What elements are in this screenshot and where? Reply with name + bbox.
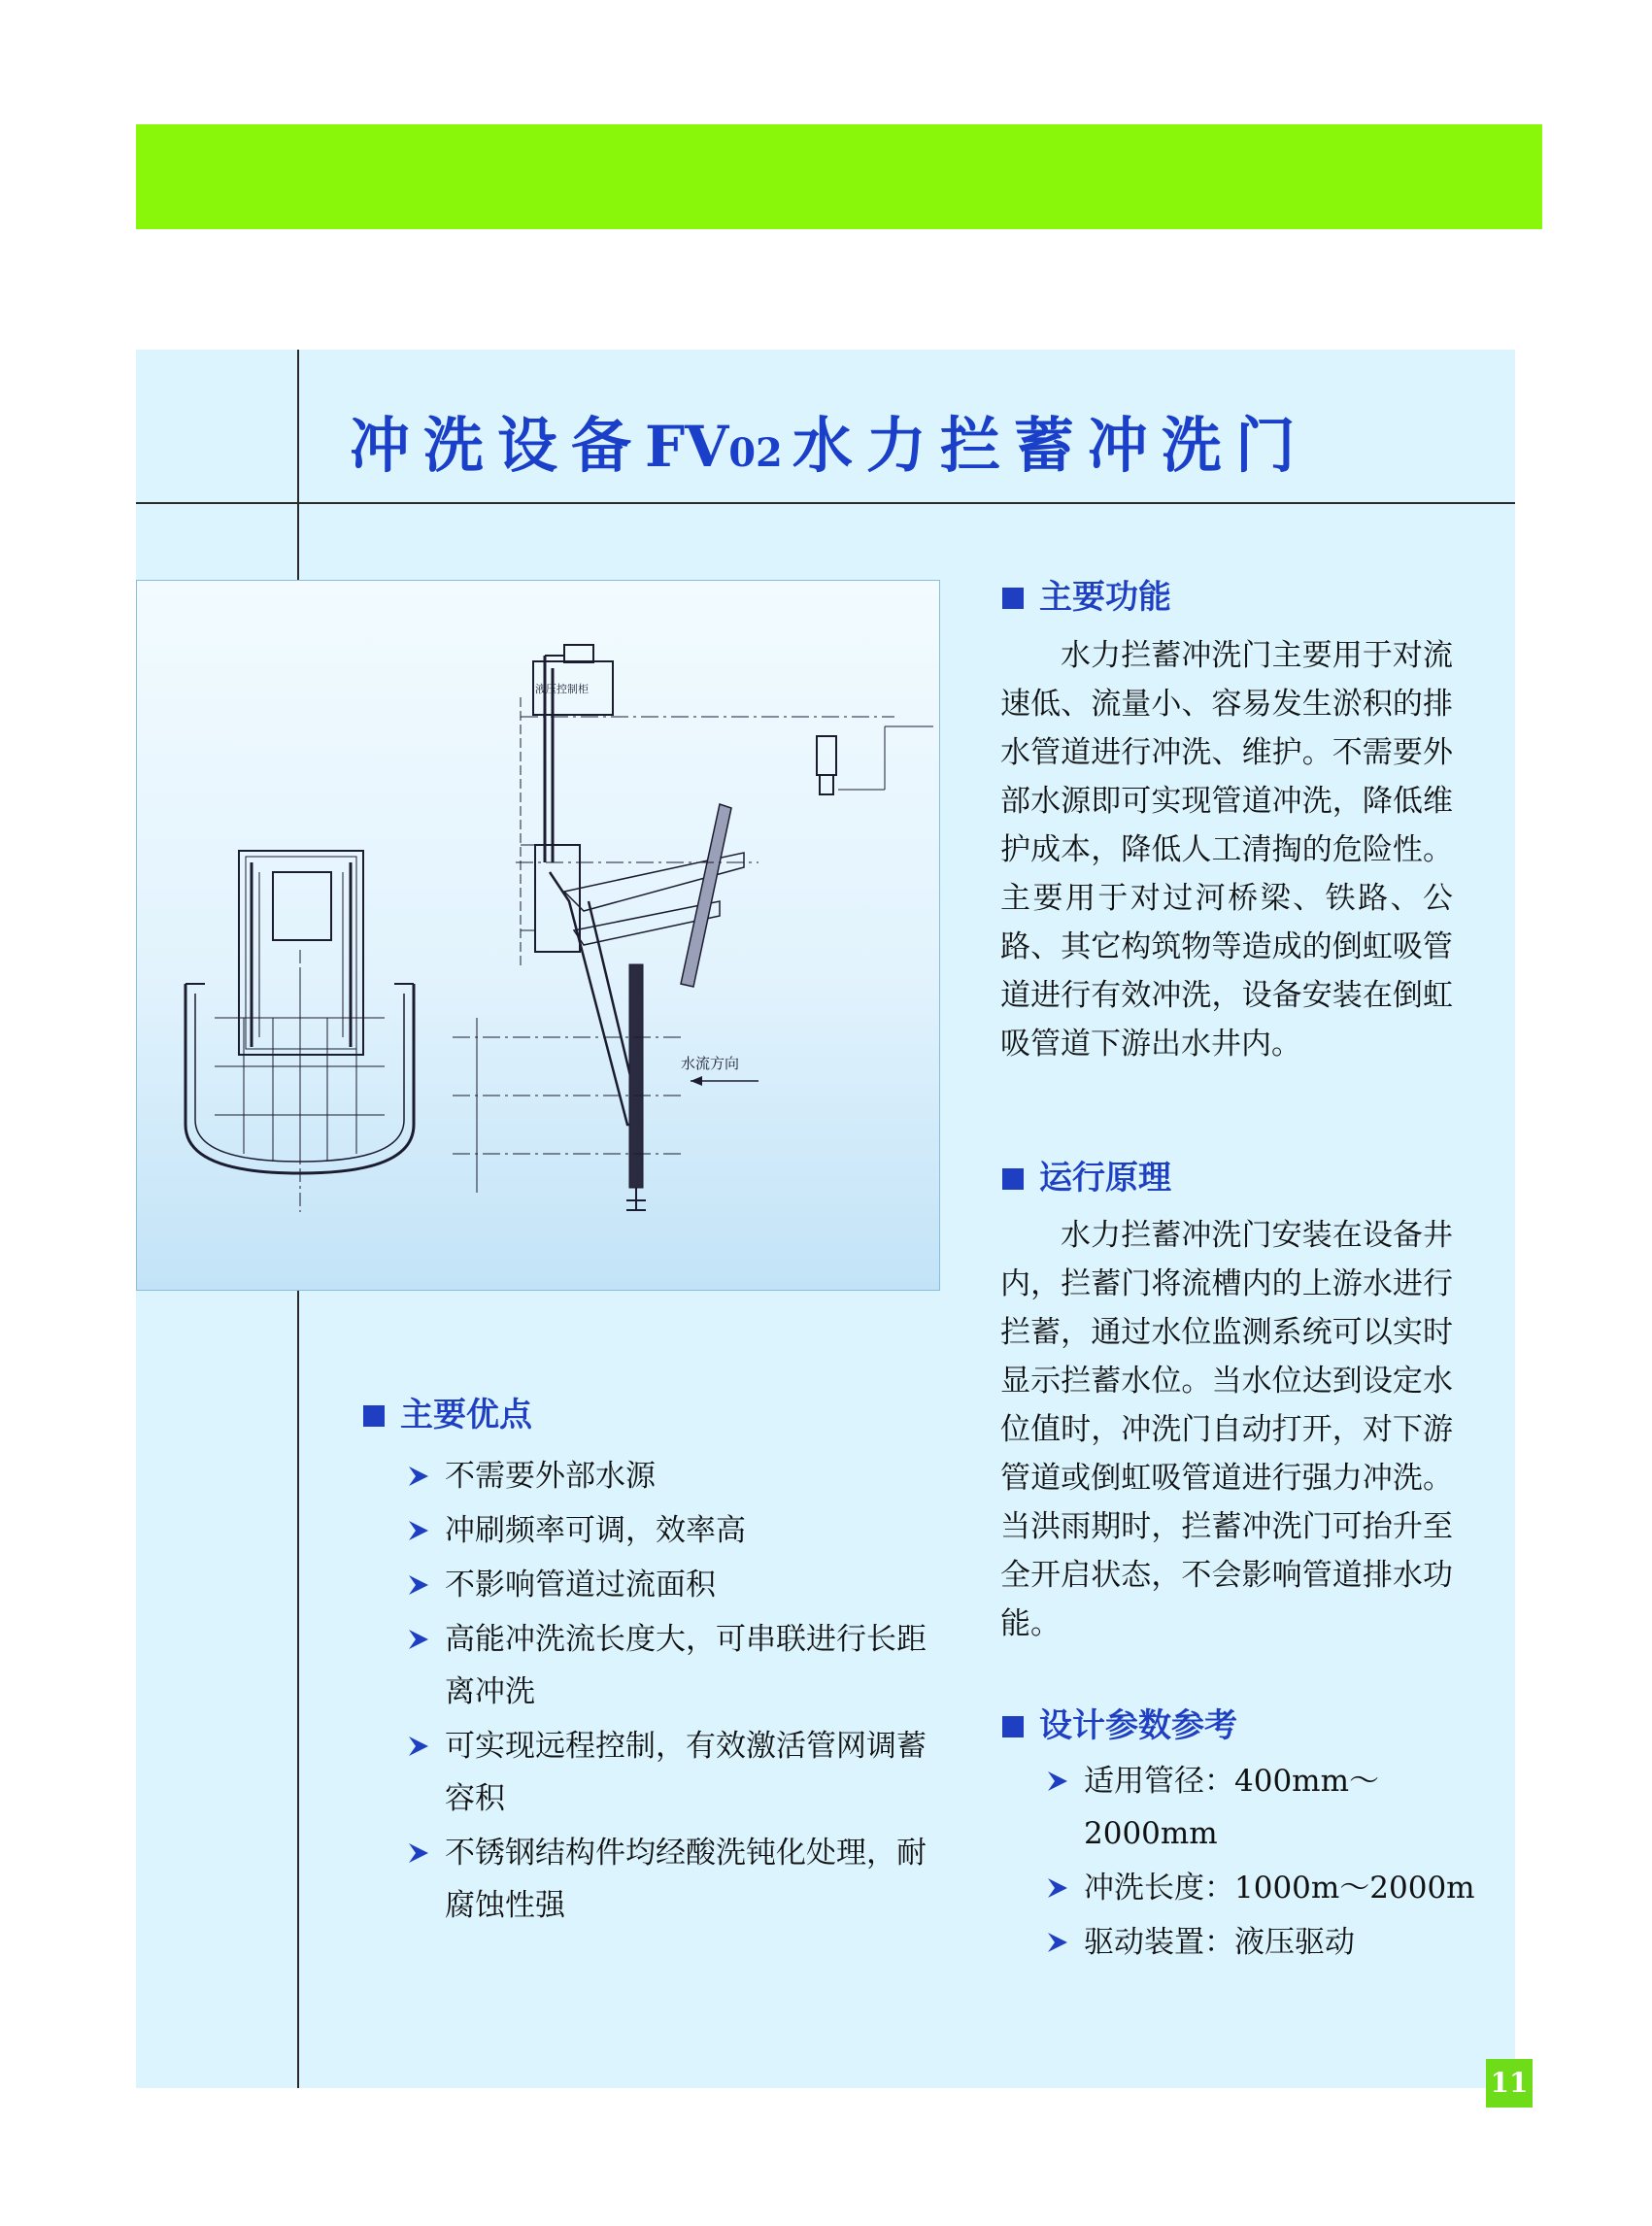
list-item xyxy=(406,1559,950,1611)
list-item xyxy=(1045,1916,1501,1969)
principle-paragraph: 水力拦蓄冲洗门安装在设备井内，拦蓄门将流槽内的上游水进行拦蓄，通过水位监测系统可以实时显示拦蓄水位。当水位达到设定水位值时，冲洗门自动打开，对下游管道或倒虹吸管道进行强力冲洗。当洪雨期时，拦蓄冲洗门可抬升至全开启状态，不会影响管道排水功能。 xyxy=(1000,1218,1453,1641)
list-item xyxy=(406,1827,950,1932)
list-item-text: 不锈钢结构件均经酸洗钝化处理，耐腐蚀性强 xyxy=(445,1836,927,1923)
title-name: 水力拦蓄冲洗门 xyxy=(792,410,1309,481)
parameters-list xyxy=(1045,1755,1501,1971)
list-item-text: 驱动装置：液压驱动 xyxy=(1084,1925,1355,1960)
section-heading-principle xyxy=(1002,1159,1171,1197)
list-item xyxy=(406,1720,950,1825)
control-box-label: 液压控制柜 xyxy=(535,683,589,695)
section-heading-advantages xyxy=(363,1396,532,1434)
square-bullet-icon xyxy=(1002,1716,1024,1737)
flow-direction-label: 水流方向 xyxy=(681,1055,740,1072)
title-rule xyxy=(136,502,1515,504)
square-bullet-icon xyxy=(1002,1168,1024,1190)
list-item-text: 高能冲洗流长度大，可串联进行长距离冲洗 xyxy=(445,1622,927,1709)
list-item-text: 适用管径：400mm～2000mm xyxy=(1084,1764,1379,1851)
title-prefix: 冲洗设备 xyxy=(350,410,646,481)
square-bullet-icon xyxy=(363,1405,385,1427)
arrow-right-icon xyxy=(406,1734,431,1759)
section-heading-parameters xyxy=(1002,1706,1237,1745)
technical-drawing-svg xyxy=(137,581,941,1292)
section-heading-function xyxy=(1002,578,1171,617)
arrow-right-icon xyxy=(1045,1930,1070,1955)
arrow-right-icon xyxy=(406,1464,431,1489)
arrow-right-icon xyxy=(406,1840,431,1866)
arrow-right-icon xyxy=(1045,1875,1070,1901)
list-item-text: 冲刷频率可调，效率高 xyxy=(445,1513,746,1548)
product-drawing xyxy=(136,580,940,1291)
advantages-list xyxy=(406,1450,950,1934)
arrow-right-icon xyxy=(406,1627,431,1652)
arrow-right-icon xyxy=(406,1572,431,1598)
list-item xyxy=(1045,1862,1501,1914)
section-heading-function-text: 主要功能 xyxy=(1039,578,1171,617)
section-heading-advantages-text: 主要优点 xyxy=(400,1396,532,1434)
list-item xyxy=(406,1504,950,1557)
list-item xyxy=(406,1613,950,1718)
arrow-right-icon xyxy=(1045,1769,1070,1794)
list-item-text: 不影响管道过流面积 xyxy=(445,1568,716,1602)
list-item xyxy=(406,1450,950,1502)
page-number: 11 xyxy=(1486,2059,1533,2108)
section-heading-parameters-text: 设计参数参考 xyxy=(1039,1706,1237,1745)
function-paragraph: 水力拦蓄冲洗门主要用于对流速低、流量小、容易发生淤积的排水管道进行冲洗、维护。不需要外部水源即可实现管道冲洗，降低维护成本，降低人工清掏的危险性。主要用于对过河桥梁、铁路、公路、其它构筑物等造成的倒虹吸管道进行有效冲洗，设备安装在倒虹吸管道下游出水井内。 xyxy=(1000,638,1453,1062)
list-item-text: 可实现远程控制，有效激活管网调蓄容积 xyxy=(445,1729,927,1816)
page-title xyxy=(350,410,1309,481)
header-band xyxy=(136,124,1542,229)
square-bullet-icon xyxy=(1002,588,1024,609)
section-heading-principle-text: 运行原理 xyxy=(1039,1159,1171,1197)
list-item-text: 冲洗长度：1000m～2000m xyxy=(1084,1871,1475,1906)
list-item-text: 不需要外部水源 xyxy=(445,1459,656,1494)
list-item xyxy=(1045,1755,1501,1860)
title-model: FV xyxy=(645,414,729,480)
arrow-right-icon xyxy=(406,1518,431,1543)
title-model-sub: 02 xyxy=(728,430,783,476)
